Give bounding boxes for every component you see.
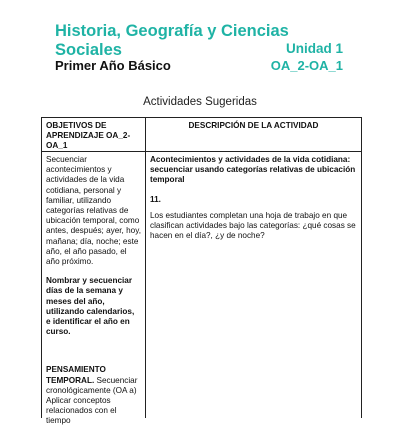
skill-temporal-thinking <box>46 365 141 426</box>
skill-label: PENSAMIENTO TEMPORAL. <box>46 365 106 385</box>
unit-label: Unidad 1 <box>285 41 343 56</box>
objective-days-months: Nombrar y secuenciar días de la semana y meses del año, utilizando calendarios, e identificar el año en curso. <box>46 276 135 337</box>
activities-table <box>41 117 362 426</box>
objectives-cell <box>42 152 146 426</box>
activity-cell <box>146 152 362 418</box>
objectives-header: OBJETIVOS DE APRENDIZAJE OA_2-OA_1 <box>42 118 146 152</box>
skill-text: Secuenciar cronológicamente (OA a) Aplicar conceptos relacionados con el tiempo <box>46 375 138 426</box>
oa-code-label: OA_2-OA_1 <box>270 58 343 73</box>
activity-text: Los estudiantes completan una hoja de trabajo en que clasifican actividades bajo las categorías: ¿qué cosas se hacen en el día?, ¿y de noche? <box>150 210 356 241</box>
activity-number: 11. <box>150 194 161 204</box>
document-title: Historia, Geografía y Ciencias Sociales <box>55 22 289 59</box>
objective-sequence-events: Secuenciar acontecimientos y actividades de la vida cotidiana, personal y familiar, utilizando categorías relativas de ubicación temporal, como antes, después; ayer, hoy, mañana; día, noche; este año, el año pasado, el año próximo. <box>46 155 141 267</box>
activity-description-header: DESCRIPCIÓN DE LA ACTIVIDAD <box>146 118 362 152</box>
section-title: Actividades Sugeridas <box>143 96 257 108</box>
activity-title: Acontecimientos y actividades de la vida cotidiana: secuenciar usando categorías relativas de ubicación temporal <box>150 155 356 185</box>
grade-label: Primer Año Básico <box>55 58 171 73</box>
